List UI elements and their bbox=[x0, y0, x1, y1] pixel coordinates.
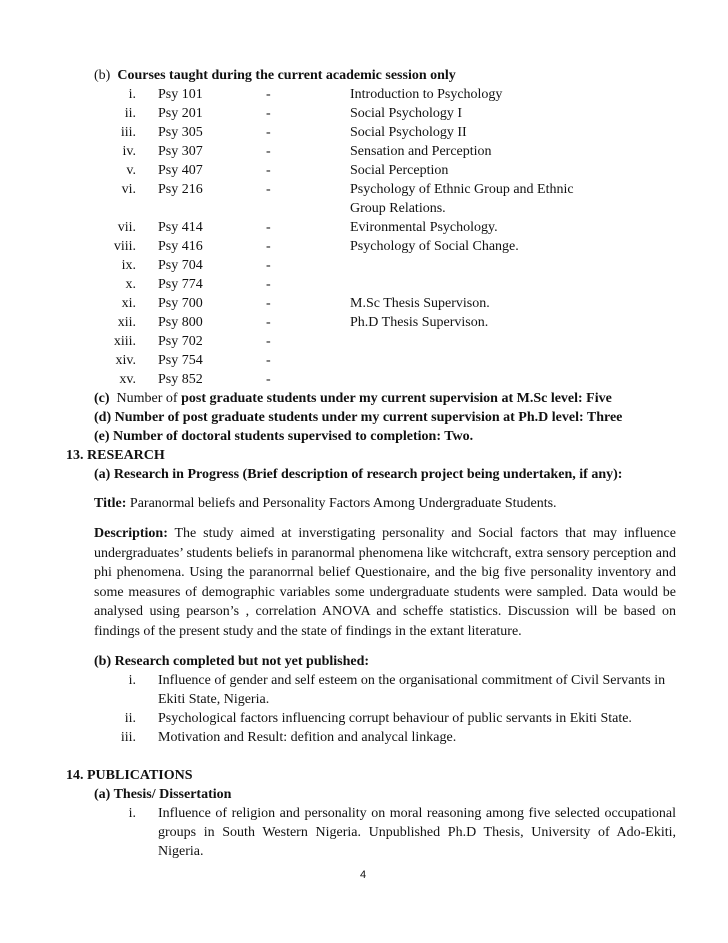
course-code: Psy 101 bbox=[158, 87, 203, 102]
course-title: Social Psychology I bbox=[350, 106, 462, 121]
research-description-text: The study aimed at inverstigating personality and Social factors that may influence undergraduates’ students beliefs in paranormal phenomena like witchcraft, extra sensory perception and phi phenomena. Using the paranorrnal belief Questionaire, and the big five personality inventory and some measures of demographic variables some undergraduate students were sampled. Data would be analysed using pearson’s , correlation ANOVA and scheffe statistics. Discussion will be based on findings of the present study and the state of findings in the extant literature. bbox=[94, 526, 676, 639]
research-completed-heading: (b) Research completed but not yet published: bbox=[94, 654, 370, 669]
course-dash: - bbox=[266, 182, 271, 197]
course-dash: - bbox=[266, 239, 271, 254]
item-text-plain: Number of bbox=[116, 391, 182, 406]
course-title: Introduction to Psychology bbox=[350, 87, 503, 102]
course-code: Psy 307 bbox=[158, 144, 203, 159]
course-number: xi. bbox=[121, 296, 136, 311]
course-dash: - bbox=[266, 144, 271, 159]
research-heading: 13. RESEARCH bbox=[66, 448, 165, 463]
item-label: (c) bbox=[94, 391, 110, 406]
thesis-dissertation-heading: (a) Thesis/ Dissertation bbox=[94, 787, 232, 802]
course-title: Psychology of Social Change. bbox=[350, 239, 519, 254]
course-number: x. bbox=[125, 277, 136, 292]
courses-section-label: (b) bbox=[94, 68, 111, 83]
course-dash: - bbox=[266, 220, 271, 235]
list-item-text: Motivation and Result: defition and analycal linkage. bbox=[158, 730, 457, 745]
course-number: i. bbox=[128, 87, 136, 102]
course-title: Social Psychology II bbox=[350, 125, 467, 140]
course-number: iii. bbox=[120, 125, 136, 140]
course-dash: - bbox=[266, 125, 271, 140]
item-text-bold: post graduate students under my current supervision at M.Sc level: Five bbox=[181, 391, 612, 406]
course-code: Psy 704 bbox=[158, 258, 203, 273]
list-item-text-continued: Ekiti State, Nigeria. bbox=[158, 692, 270, 707]
course-number: vi. bbox=[121, 182, 136, 197]
courses-section-header bbox=[94, 66, 456, 85]
list-item-number: i. bbox=[128, 673, 136, 688]
course-dash: - bbox=[266, 315, 271, 330]
course-number: xiii. bbox=[113, 334, 136, 349]
course-code: Psy 407 bbox=[158, 163, 203, 178]
course-title: Sensation and Perception bbox=[350, 144, 492, 159]
course-number: xiv. bbox=[115, 353, 136, 368]
course-code: Psy 201 bbox=[158, 106, 203, 121]
course-dash: - bbox=[266, 372, 271, 387]
course-dash: - bbox=[266, 163, 271, 178]
research-title bbox=[94, 494, 557, 513]
research-title-text: Paranormal beliefs and Personality Factors Among Undergraduate Students. bbox=[126, 496, 557, 511]
course-dash: - bbox=[266, 334, 271, 349]
list-item-text: Psychological factors influencing corrupt behaviour of public servants in Ekiti State. bbox=[158, 711, 632, 726]
course-number: ii. bbox=[124, 106, 136, 121]
list-item-text: Influence of gender and self esteem on the organisational commitment of Civil Servants in bbox=[158, 673, 666, 688]
course-dash: - bbox=[266, 277, 271, 292]
course-dash: - bbox=[266, 106, 271, 121]
course-code: Psy 800 bbox=[158, 315, 203, 330]
course-number: ix. bbox=[121, 258, 136, 273]
list-item-text-continued: groups in South Western Nigeria. Unpublished Ph.D Thesis, University of Ado-Ekiti, bbox=[158, 825, 676, 840]
phd-supervision-count: (d) Number of post graduate students under my current supervision at Ph.D level: Three bbox=[94, 410, 623, 425]
course-number: vii. bbox=[117, 220, 136, 235]
course-code: Psy 700 bbox=[158, 296, 203, 311]
research-description-label: Description: bbox=[94, 526, 168, 541]
course-title-continued: Group Relations. bbox=[350, 201, 446, 216]
course-dash: - bbox=[266, 258, 271, 273]
course-code: Psy 305 bbox=[158, 125, 203, 140]
list-item-text-continued: Nigeria. bbox=[158, 844, 204, 859]
course-dash: - bbox=[266, 353, 271, 368]
course-code: Psy 852 bbox=[158, 372, 203, 387]
course-number: iv. bbox=[122, 144, 136, 159]
course-code: Psy 774 bbox=[158, 277, 203, 292]
course-code: Psy 416 bbox=[158, 239, 203, 254]
course-title: M.Sc Thesis Supervison. bbox=[350, 296, 490, 311]
course-number: v. bbox=[126, 163, 136, 178]
list-item-number: i. bbox=[128, 806, 136, 821]
research-description bbox=[94, 524, 676, 641]
course-number: viii. bbox=[113, 239, 136, 254]
courses-section-title: Courses taught during the current academic session only bbox=[117, 68, 456, 83]
list-item-number: ii. bbox=[124, 711, 136, 726]
course-title: Evironmental Psychology. bbox=[350, 220, 498, 235]
research-in-progress-heading: (a) Research in Progress (Brief description of research project being undertaken, if any): bbox=[94, 467, 623, 482]
course-code: Psy 216 bbox=[158, 182, 203, 197]
course-title: Ph.D Thesis Supervison. bbox=[350, 315, 489, 330]
course-number: xv. bbox=[119, 372, 136, 387]
course-code: Psy 754 bbox=[158, 353, 203, 368]
msc-supervision-count bbox=[94, 389, 612, 408]
publications-heading: 14. PUBLICATIONS bbox=[66, 768, 193, 783]
course-code: Psy 702 bbox=[158, 334, 203, 349]
course-title: Psychology of Ethnic Group and Ethnic bbox=[350, 182, 574, 197]
course-title: Social Perception bbox=[350, 163, 449, 178]
page-number: 4 bbox=[360, 869, 367, 881]
research-title-label: Title: bbox=[94, 496, 127, 511]
list-item-number: iii. bbox=[120, 730, 136, 745]
course-dash: - bbox=[266, 87, 271, 102]
course-number: xii. bbox=[117, 315, 136, 330]
course-code: Psy 414 bbox=[158, 220, 203, 235]
doctoral-completions-count: (e) Number of doctoral students supervised to completion: Two. bbox=[94, 429, 474, 444]
course-dash: - bbox=[266, 296, 271, 311]
list-item-text: Influence of religion and personality on moral reasoning among five selected occupational bbox=[158, 806, 676, 821]
